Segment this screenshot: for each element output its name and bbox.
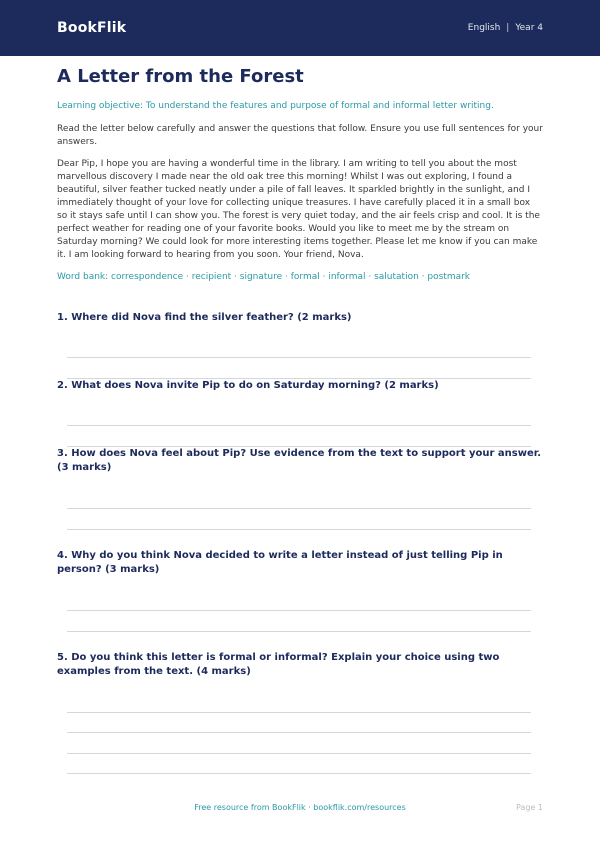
footer-source-link[interactable]: Free resource from BookFlik · bookflik.com/resources (194, 803, 406, 812)
answer-line[interactable] (67, 732, 531, 733)
word-bank: Word bank: correspondence · recipient · signature · formal · informal · salutation · postmark (57, 272, 471, 282)
question-2 (57, 379, 543, 393)
letter-text: Dear Pip, I hope you are having a wonderful time in the library. I am writing to tell you about the most marvellous discovery I made near the old oak tree this morning! Whilst I was out exploring, I found a beautiful, silver feather tucked neatly under a pile of fall leaves. It sparkled brightly in the sunlight, and I immediately thought of your love for collecting unique treasures. I have carefully placed it in a small box so it stays safe until I can show you. The forest is very quiet today, and the air feels crisp and cool. It is the perfect weather for reading one of your favorite books. Would you like to meet me by the stream on Saturday morning? We could look for more interesting items together. Please let me know if you can make it. I am looking forward to hearing from you soon. Your friend, Nova. (57, 159, 540, 260)
question-3 (57, 447, 543, 475)
answer-line[interactable] (67, 631, 531, 632)
answer-line[interactable] (67, 712, 531, 713)
page-title: A Letter from the Forest (57, 66, 304, 87)
question-text: 2. What does Nova invite Pip to do on Saturday morning? (2 marks) (57, 380, 439, 391)
learning-objective: Learning objective: To understand the features and purpose of formal and informal letter writing. (57, 101, 494, 111)
instructions: Read the letter below carefully and answer the questions that follow. Ensure you use full sentences for your answers. (57, 124, 543, 147)
worksheet-intro (57, 66, 543, 284)
question-5 (57, 651, 543, 679)
answer-line[interactable] (67, 610, 531, 611)
question-text: 3. How does Nova feel about Pip? Use evidence from the text to support your answer. (3 marks) (57, 448, 542, 473)
answer-line[interactable] (67, 357, 531, 358)
page-number: Page 1 (516, 803, 543, 812)
answer-line[interactable] (67, 425, 531, 426)
question-text: 5. Do you think this letter is formal or informal? Explain your choice using two examples from the text. (4 marks) (57, 652, 500, 677)
question-4 (57, 549, 543, 577)
year-label: Year 4 (515, 23, 543, 33)
brand-logo[interactable]: BookFlik (57, 20, 127, 36)
site-header (0, 0, 600, 56)
question-1 (57, 311, 543, 325)
answer-line[interactable] (67, 773, 531, 774)
answer-line[interactable] (67, 508, 531, 509)
subject-label: English (467, 23, 501, 33)
question-text: 4. Why do you think Nova decided to write a letter instead of just telling Pip in person? (3 marks) (57, 550, 503, 575)
answer-line[interactable] (67, 529, 531, 530)
question-text: 1. Where did Nova find the silver feather? (2 marks) (57, 312, 352, 323)
answer-line[interactable] (67, 753, 531, 754)
page-footer (0, 803, 600, 817)
breadcrumb (468, 23, 543, 33)
breadcrumb-separator: | (506, 23, 510, 33)
